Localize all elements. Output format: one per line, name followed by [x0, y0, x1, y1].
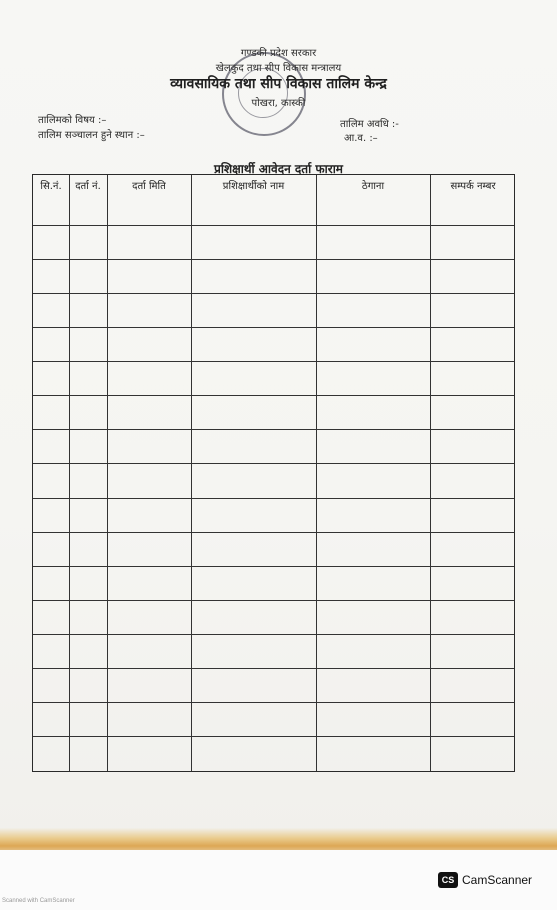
table-row [33, 566, 514, 567]
column-header-trainee-name: प्रशिक्षार्थीको नाम [222, 181, 285, 192]
training-venue-label: तालिम सञ्चालन हुने स्थान :– [38, 130, 145, 141]
table-row [33, 498, 514, 499]
column-header-address: ठेगाना [361, 181, 385, 192]
table-row [33, 463, 514, 464]
header-government: गण्डकी प्रदेश सरकार [240, 48, 317, 59]
header-ministry: खेलकुद तथा सीप विकास मन्त्रालय [215, 63, 342, 74]
table-row [33, 634, 514, 635]
training-subject-label: तालिमको विषय :– [38, 115, 107, 126]
table-row [33, 668, 514, 669]
column-header-registration-no: दर्ता नं. [75, 181, 101, 192]
camscanner-brand: CamScanner [462, 873, 533, 887]
camscanner-logo-icon: CS [438, 872, 458, 888]
column-divider [316, 175, 317, 771]
column-header-registration-date: दर्ता मिति [132, 181, 166, 192]
header-location: पोखरा, कास्की [251, 98, 306, 109]
table-row [33, 361, 514, 362]
column-header-contact-number: सम्पर्क नम्बर [450, 181, 496, 192]
table-row [33, 225, 514, 226]
form-title: प्रशिक्षार्थी आवेदन दर्ता फाराम [214, 162, 343, 176]
camscanner-fine-print: Scanned with CamScanner [2, 898, 75, 904]
table-row [33, 532, 514, 533]
column-divider [107, 175, 108, 771]
table-row [33, 429, 514, 430]
table-row [33, 600, 514, 601]
table-row [33, 736, 514, 737]
header-center-name: व्यावसायिक तथा सीप विकास तालिम केन्द्र [170, 76, 387, 92]
registration-table [32, 174, 515, 772]
table-row [33, 327, 514, 328]
column-divider [430, 175, 431, 771]
column-divider [69, 175, 70, 771]
table-row [33, 702, 514, 703]
column-divider [191, 175, 192, 771]
column-header-serial: सि.नं. [40, 181, 62, 192]
table-row [33, 293, 514, 294]
table-row [33, 259, 514, 260]
fiscal-year-label: आ.व. :– [344, 133, 378, 144]
table-row [33, 395, 514, 396]
training-duration-label: तालिम अवधि :- [340, 119, 399, 130]
